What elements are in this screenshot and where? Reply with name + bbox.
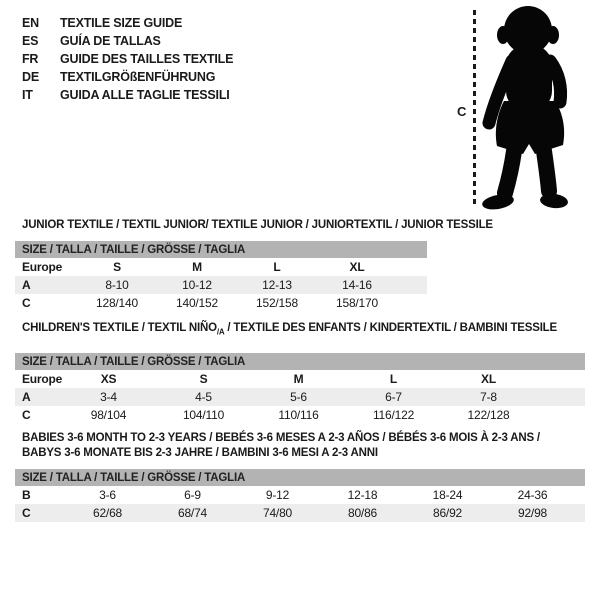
size-cell: 116/122 <box>372 408 415 423</box>
size-figure <box>439 3 597 215</box>
size-cell: 80/86 <box>320 504 405 522</box>
language-title: GUÍA DE TALLAS <box>60 34 161 48</box>
row-label: C <box>22 408 31 423</box>
row-label: A <box>15 388 61 406</box>
size-cell: L <box>273 260 281 274</box>
size-cell: M <box>192 260 202 274</box>
size-cell: 5-6 <box>251 388 346 406</box>
size-cell: 152/158 <box>256 296 298 310</box>
section-heading-line1: BABIES 3-6 MONTH TO 2-3 YEARS / BEBÉS 3-6 MESES A 2-3 AÑOS / BÉBÉS 3-6 MOIS À 2-3 ANS / <box>22 432 540 445</box>
size-cell: 62/68 <box>65 504 150 522</box>
size-cell: XL <box>349 260 365 274</box>
row-label: C <box>15 504 65 522</box>
filler-cell <box>536 370 585 388</box>
size-cell: 6-7 <box>346 388 441 406</box>
row-label: B <box>22 488 31 503</box>
size-cell: 7-8 <box>441 388 536 406</box>
size-cell: 8-10 <box>77 276 157 294</box>
language-title: TEXTILE SIZE GUIDE <box>60 16 183 30</box>
row-label: C <box>22 296 31 310</box>
size-cell: 18-24 <box>432 488 463 503</box>
size-cell: L <box>389 372 398 387</box>
size-cell: 110/116 <box>278 408 319 423</box>
filler-cell <box>397 276 427 294</box>
row-label: A <box>15 276 77 294</box>
language-code: ES <box>22 34 39 48</box>
row-label: Europe <box>22 260 63 274</box>
table-header-row <box>15 469 585 486</box>
size-cell: 9-12 <box>265 488 290 503</box>
size-table-body <box>15 370 585 424</box>
size-cell: 158/170 <box>336 296 378 310</box>
filler-cell <box>536 406 585 424</box>
table-header-row <box>15 353 585 370</box>
size-cell: 10-12 <box>157 276 237 294</box>
size-cell: 68/74 <box>150 504 235 522</box>
size-cell: 128/140 <box>96 296 138 310</box>
babies-size-table <box>15 469 585 522</box>
size-table-row <box>15 258 427 276</box>
size-cell: 98/104 <box>90 408 127 423</box>
size-cell: 3-6 <box>99 488 116 503</box>
table-header-row <box>15 241 427 258</box>
filler-cell <box>536 388 585 406</box>
height-measure-label: C <box>457 104 467 119</box>
size-table-row <box>15 406 585 424</box>
section-heading-line2: BABYS 3-6 MONATE BIS 2-3 JAHRE / BAMBINI 3-6 MESI A 2-3 ANNI <box>22 447 378 460</box>
size-cell: 6-9 <box>184 488 201 503</box>
size-table-row <box>15 370 585 388</box>
toddler-silhouette <box>478 3 596 215</box>
language-code: FR <box>22 52 39 66</box>
size-table-body <box>15 258 427 312</box>
section-heading-text: JUNIOR TEXTILE / TEXTIL JUNIOR/ TEXTILE JUNIOR / JUNIORTEXTIL / JUNIOR TESSILE <box>22 219 493 231</box>
size-table-row <box>15 294 427 312</box>
section-heading-subscript: /A <box>216 327 225 337</box>
size-cell: 4-5 <box>156 388 251 406</box>
size-cell: S <box>113 260 121 274</box>
size-cell: M <box>293 372 304 387</box>
section-babies-textile <box>0 431 600 522</box>
size-cell: XL <box>481 372 496 387</box>
size-header-cell: SIZE / TALLA / TAILLE / GRÖSSE / TAGLIA <box>15 469 585 486</box>
size-cell: 14-16 <box>317 276 397 294</box>
size-cell: 86/92 <box>405 504 490 522</box>
size-table-body <box>15 486 585 522</box>
size-header-cell: SIZE / TALLA / TAILLE / GRÖSSE / TAGLIA <box>15 353 585 370</box>
section-heading <box>22 321 600 339</box>
size-header-cell: SIZE / TALLA / TAILLE / GRÖSSE / TAGLIA <box>15 241 427 258</box>
section-childrens-textile <box>0 321 600 424</box>
size-cell: 74/80 <box>235 504 320 522</box>
size-table-row <box>15 504 585 522</box>
filler-cell <box>575 504 585 522</box>
height-measure-line <box>473 10 476 208</box>
language-code: EN <box>22 16 39 30</box>
language-code: IT <box>22 88 33 102</box>
size-table-row <box>15 276 427 294</box>
size-table-row <box>15 486 585 504</box>
size-cell: 12-13 <box>237 276 317 294</box>
children-size-table <box>15 353 585 424</box>
size-cell: 24-36 <box>517 488 548 503</box>
size-cell: 12-18 <box>347 488 378 503</box>
language-title: GUIDE DES TAILLES TEXTILE <box>60 52 234 66</box>
section-junior-textile <box>0 218 600 312</box>
language-title: GUIDA ALLE TAGLIE TESSILI <box>60 88 230 102</box>
language-title: TEXTILGRÖßENFÜHRUNG <box>60 70 216 84</box>
size-cell: 104/110 <box>182 408 225 423</box>
filler-cell <box>397 294 427 312</box>
section-heading <box>22 431 600 461</box>
section-heading <box>22 218 600 233</box>
size-cell: 122/128 <box>467 408 510 423</box>
section-heading-text: / TEXTILE DES ENFANTS / KINDERTEXTIL / BAMBINI TESSILE <box>224 322 557 334</box>
size-cell: XS <box>100 372 117 387</box>
section-heading-text: CHILDREN'S TEXTILE / TEXTIL NIÑO <box>22 322 217 334</box>
junior-size-table <box>15 241 427 312</box>
size-cell: 140/152 <box>176 296 218 310</box>
filler-cell <box>397 258 427 276</box>
language-code: DE <box>22 70 39 84</box>
size-table-row <box>15 388 585 406</box>
row-label: Europe <box>22 372 63 387</box>
size-cell: 92/98 <box>490 504 575 522</box>
size-cell: S <box>199 372 208 387</box>
filler-cell <box>575 486 585 504</box>
size-cell: 3-4 <box>61 388 156 406</box>
